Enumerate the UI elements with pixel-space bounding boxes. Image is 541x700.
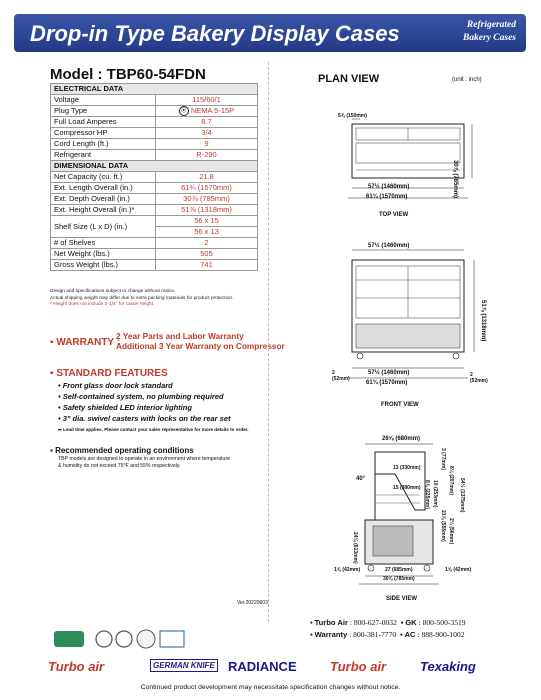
recommended-text bbox=[58, 456, 230, 470]
contact-name: GK bbox=[405, 618, 417, 627]
spec-value: 505 bbox=[156, 249, 258, 260]
side-dim-left: 24⅛ (613mm) bbox=[352, 532, 358, 564]
top-dim-width2: 61¾ (1570mm) bbox=[366, 194, 408, 200]
contact-name: Turbo Air bbox=[314, 618, 348, 627]
page-header bbox=[14, 14, 526, 52]
spec-label: Ext. Depth Overall (in.) bbox=[51, 194, 156, 205]
spec-label: Ext. Height Overall (in.)* bbox=[51, 205, 156, 216]
list-item: • Front glass door lock standard bbox=[58, 381, 173, 390]
electrical-header: ELECTRICAL DATA bbox=[51, 84, 258, 95]
note-line: Actual shipping weight may differ due to extra packing materials for product protection. bbox=[50, 295, 234, 301]
feature-text: Front glass door lock standard bbox=[62, 381, 173, 390]
table-row bbox=[51, 128, 258, 139]
table-row bbox=[51, 260, 258, 271]
spec-table bbox=[50, 83, 258, 271]
contact-row: ▪ Warranty : 800-381-7770 ▪ AC : 888-900-1002 bbox=[310, 629, 465, 639]
side-dim-r6: 2¼ (56mm) bbox=[448, 518, 454, 545]
recommended-title-text: Recommended operating conditions bbox=[55, 446, 194, 455]
spec-label: Plug Type bbox=[51, 106, 156, 117]
unit-label: (unit : inch) bbox=[452, 77, 482, 83]
model-number: Model : TBP60-54FDN bbox=[50, 66, 206, 83]
spec-value bbox=[156, 106, 258, 117]
table-row bbox=[51, 139, 258, 150]
side-view-diagram bbox=[345, 440, 495, 590]
spec-label: Compressor HP bbox=[51, 128, 156, 139]
front-dim-width1: 57½ (1460mm) bbox=[368, 370, 410, 376]
list-item: • Safety shielded LED interior lighting bbox=[58, 403, 192, 412]
side-dim-top: 26⅝ (680mm) bbox=[382, 436, 421, 442]
side-dim-a2: 15 (380mm) bbox=[393, 485, 421, 491]
column-divider bbox=[268, 62, 269, 622]
category-tag bbox=[463, 19, 516, 45]
spec-value: 21.8 bbox=[156, 172, 258, 183]
spec-value: 56 x 13 bbox=[156, 227, 258, 238]
list-item: • 3" dia. swivel casters with locks on the rear set bbox=[58, 414, 231, 423]
spec-value: 51⅞ (1318mm) bbox=[156, 205, 258, 216]
contact-name: Warranty bbox=[314, 629, 348, 639]
warranty-line: Additional 3 Year Warranty on Compressor bbox=[116, 341, 285, 351]
front-dim-top: 57½ (1460mm) bbox=[368, 243, 410, 249]
table-row bbox=[51, 172, 258, 183]
front-dim-width2: 61¾ (1570mm) bbox=[366, 380, 408, 386]
warranty-text bbox=[116, 331, 285, 351]
top-dim-height: 30⅞ (785mm) bbox=[452, 160, 458, 199]
contact-name: AC bbox=[404, 629, 416, 639]
feature-text: Self-contained system, no plumbing required bbox=[62, 392, 224, 401]
version-label: Ver.20220603 bbox=[237, 600, 268, 606]
spec-value: 8.7 bbox=[156, 117, 258, 128]
cert-icons bbox=[54, 627, 214, 651]
side-dim-angle: 40° bbox=[356, 476, 366, 482]
features-list bbox=[58, 380, 249, 435]
spec-value: 741 bbox=[156, 260, 258, 271]
spec-label: Shelf Size (L x D) (in.) bbox=[51, 216, 156, 238]
brand-logo: Texaking bbox=[420, 659, 476, 674]
brand-logo: Turbo air bbox=[48, 659, 105, 674]
table-row bbox=[51, 205, 258, 216]
spec-label: Cord Length (ft.) bbox=[51, 139, 156, 150]
spec-value: 61¾ (1570mm) bbox=[156, 183, 258, 194]
contact-phone: : 888-900-1002 bbox=[417, 629, 465, 639]
brand-logos bbox=[40, 659, 510, 677]
top-view-label: TOP VIEW bbox=[379, 212, 409, 218]
recommended-line: TBP models are designed to operate in an environment where temperature bbox=[58, 456, 231, 462]
spec-label: Gross Weight (lbs.) bbox=[51, 260, 156, 271]
contact-phone: : 800-381-7770 bbox=[349, 629, 397, 639]
list-item: ➡ Lead time applies. Please contact your sales representative for more details to order. bbox=[58, 427, 249, 432]
warranty-label: ▪ WARRANTY : bbox=[50, 337, 121, 348]
recommended-line: & humidity do not exceed 75°F and 55% respectively. bbox=[58, 463, 181, 469]
contact-info bbox=[310, 617, 526, 640]
spec-label: Voltage bbox=[51, 95, 156, 106]
contact-row: ▪ Turbo Air : 800-627-0032 ▪ GK : 800-500-3519 bbox=[310, 618, 466, 627]
spec-label: Ext. Length Overall (in.) bbox=[51, 183, 156, 194]
brand-logo: GERMAN KNIFE bbox=[150, 659, 218, 672]
features-title: ▪ STANDARD FEATURES bbox=[50, 368, 168, 379]
table-row bbox=[51, 238, 258, 249]
lead-time-note: Lead time applies. Please contact your sales representative for more details to order. bbox=[63, 427, 249, 432]
spec-notes bbox=[50, 289, 265, 309]
plug-type-value: NEMA 5-15P bbox=[190, 106, 235, 115]
side-dim-r5: 21⅞ (555mm) bbox=[440, 510, 446, 542]
spec-value: 2 bbox=[156, 238, 258, 249]
front-dim-height: 51⅞ (1318mm) bbox=[480, 300, 486, 342]
table-row bbox=[51, 249, 258, 260]
top-view-diagram bbox=[330, 110, 530, 220]
note-line: * Height does not include 2-1/4" for caster height. bbox=[50, 302, 155, 307]
spec-value: 56 x 15 bbox=[156, 216, 258, 227]
category-tag-line2: Bakery Cases bbox=[462, 33, 516, 43]
contact-phone: : 800-500-3519 bbox=[418, 618, 466, 627]
contact-phone: : 800-627-0032 bbox=[349, 618, 397, 627]
plan-view-title: PLAN VIEW bbox=[318, 73, 380, 85]
spec-label: Net Capacity (cu. ft.) bbox=[51, 172, 156, 183]
spec-label: Full Load Amperes bbox=[51, 117, 156, 128]
spec-label: Net Weight (lbs.) bbox=[51, 249, 156, 260]
side-dim-a1: 13 (330mm) bbox=[393, 465, 421, 471]
side-dim-r1: 3 (77mm) bbox=[440, 448, 446, 470]
spec-value: 9 bbox=[156, 139, 258, 150]
warranty-line: 2 Year Parts and Labor Warranty bbox=[116, 331, 244, 341]
front-dim-left: 2 (52mm) bbox=[332, 370, 350, 382]
recommended-title: ▪ Recommended operating conditions bbox=[50, 446, 194, 455]
spec-value: 115/60/1 bbox=[156, 95, 258, 106]
side-dim-r3: 8⅞ (225mm) bbox=[424, 480, 430, 509]
feature-text: 3" dia. swivel casters with locks on the rear set bbox=[62, 414, 231, 423]
side-dim-br: 1⅝ (42mm) bbox=[445, 567, 472, 573]
plug-icon: ⦿ bbox=[179, 106, 189, 116]
list-item: • Self-contained system, no plumbing required bbox=[58, 392, 224, 401]
table-row bbox=[51, 95, 258, 106]
side-dim-bl: 1⅝ (42mm) bbox=[334, 567, 361, 573]
brand-logo: RADIANCE bbox=[228, 659, 297, 674]
spec-value: R-290 bbox=[156, 150, 258, 161]
side-dim-b1: 27 (685mm) bbox=[385, 567, 413, 573]
front-view-label: FRONT VIEW bbox=[381, 402, 419, 408]
table-row bbox=[51, 106, 258, 117]
category-tag-line1: Refrigerated bbox=[466, 20, 516, 30]
spec-value: 3/4 bbox=[156, 128, 258, 139]
feature-text: Safety shielded LED interior lighting bbox=[62, 403, 192, 412]
side-dim-r4: 10 (253mm) bbox=[432, 480, 438, 508]
spec-value: 30⅞ (785mm) bbox=[156, 194, 258, 205]
spec-label: # of Shelves bbox=[51, 238, 156, 249]
page-title: Drop-in Type Bakery Display Cases bbox=[30, 21, 400, 46]
dimensional-header: DIMENSIONAL DATA bbox=[51, 161, 258, 172]
note-line: Design and specifications subject to change without notice. bbox=[50, 289, 176, 294]
front-view-diagram bbox=[330, 240, 530, 400]
table-row bbox=[51, 150, 258, 161]
table-row bbox=[51, 216, 258, 227]
table-row bbox=[51, 117, 258, 128]
brand-logo: Turbo air bbox=[330, 659, 387, 674]
table-row bbox=[51, 194, 258, 205]
front-dim-right: 2 (52mm) bbox=[470, 372, 488, 384]
warranty-label-text: WARRANTY : bbox=[56, 337, 121, 348]
cert-logos bbox=[54, 627, 214, 656]
top-dim-depth1: 5⅞ (150mm) bbox=[338, 113, 367, 119]
table-row bbox=[51, 183, 258, 194]
top-dim-width1: 57½ (1460mm) bbox=[368, 184, 410, 190]
spec-label: Refrigerant bbox=[51, 150, 156, 161]
footer-note: Continued product development may necessitate specification changes without notice. bbox=[140, 684, 401, 691]
side-dim-r2: 8⅛ (207mm) bbox=[448, 466, 454, 495]
features-title-text: STANDARD FEATURES bbox=[56, 368, 168, 379]
side-dim-b2: 30⅞ (785mm) bbox=[383, 576, 415, 582]
side-view-label: SIDE VIEW bbox=[386, 596, 418, 602]
side-dim-r7: 54½ (1375mm) bbox=[459, 478, 465, 513]
